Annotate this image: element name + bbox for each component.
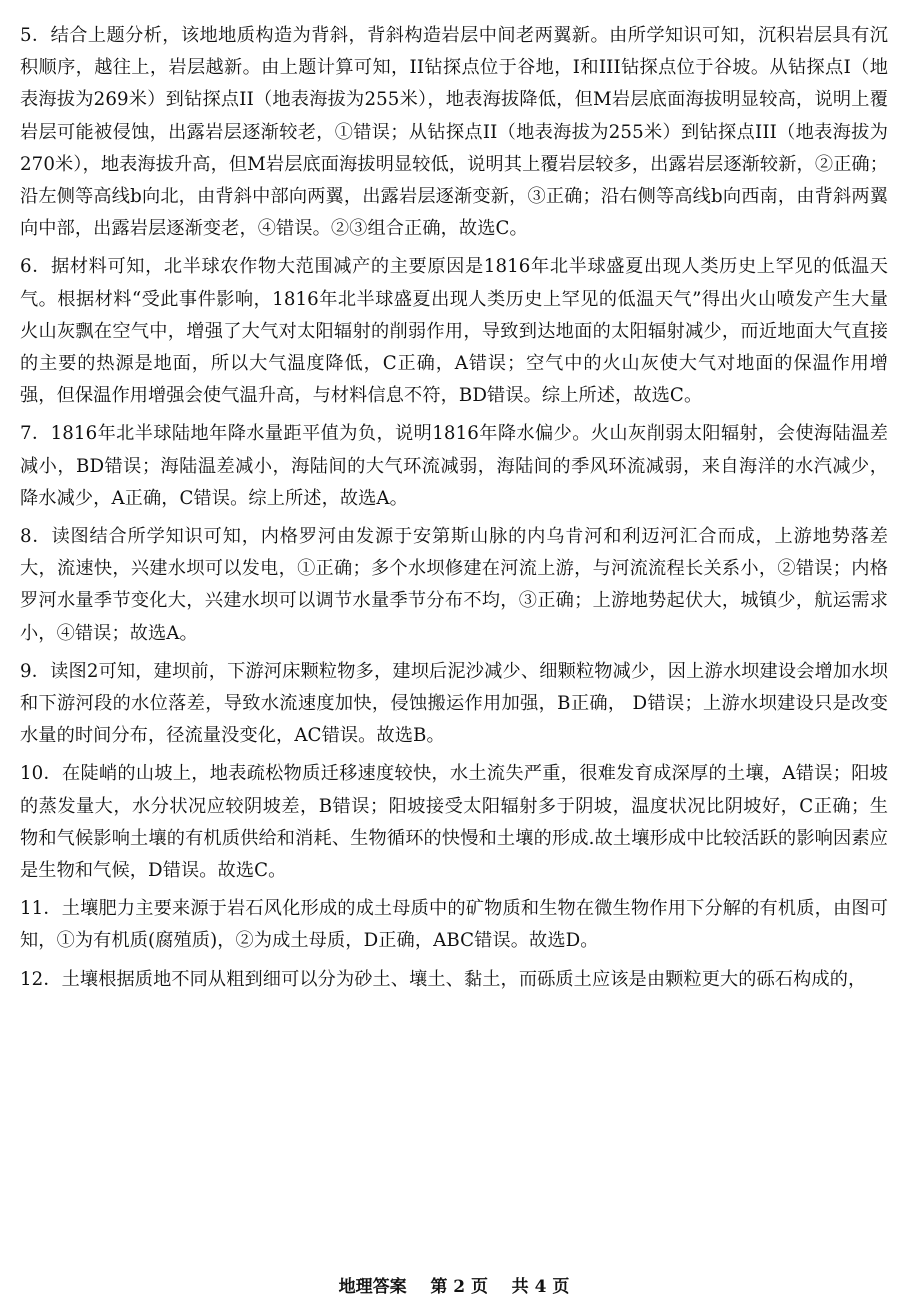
answer-paragraph-11: 11．土壤肥力主要来源于岩石风化形成的成土母质中的矿物质和生物在微生物作用下分解的有机质，由图可知，①为有机质(腐殖质)，②为成土母质，D正确，ABC错误。故选D。 bbox=[20, 898, 888, 952]
page-footer: 地理答案 第 2 页 共 4 页 bbox=[338, 1277, 570, 1297]
answer-paragraph-6: 6．据材料可知，北半球农作物大范围减产的主要原因是1816年北半球盛夏出现人类历史上罕见的低温天气。根据材料“受此事件影响，1816年北半球盛夏出现人类历史上罕见的低温天气”得出火山喷发产生大量火山灰飘在空气中，增强了大气对太阳辐射的削弱作用，导致到达地面的太阳辐射减少，而近地面大气直接的主要的热源是地面，所以大气温度降低，C正确，A错误；空气中的火山灰使大气对地面的保温作用增强，但保温作用增强会使气温升高，与材料信息不符，BD错误。综上所述，故选C。 bbox=[20, 256, 888, 407]
document-page bbox=[20, 0, 888, 1315]
answer-paragraph-12: 12．土壤根据质地不同从粗到细可以分为砂土、壤土、黏土，而砾质土应该是由颗粒更大的砾石构成的， bbox=[20, 968, 867, 990]
answer-paragraph-9: 9．读图2可知，建坝前，下游河床颗粒物多，建坝后泥沙减少、细颗粒物减少，因上游水坝建设会增加水坝和下游河段的水位落差，导致水流速度加快，侵蚀搬运作用加强，B正确， D错误；上游水坝建设只是改变水量的时间分布，径流量没变化，AC错误。故选B。 bbox=[20, 660, 888, 747]
answer-body bbox=[20, 20, 888, 1002]
answer-paragraph-7: 7．1816年北半球陆地年降水量距平值为负，说明1816年降水偏少。火山灰削弱太阳辐射，会使海陆温差减小，BD错误；海陆温差减小，海陆间的大气环流减弱，海陆间的季风环流减弱，来自海洋的水汽减少，降水减少，A正确，C错误。综上所述，故选A。 bbox=[20, 423, 888, 509]
answer-paragraph-10: 10．在陡峭的山坡上，地表疏松物质迁移速度较快，水土流失严重，很难发育成深厚的土壤，A错误；阳坡的蒸发量大，水分状况应较阴坡差，B错误；阳坡接受太阳辐射多于阴坡，温度状况比阴坡好，C正确；生物和气候影响土壤的有机质供给和消耗、生物循环的快慢和土壤的形成.故土壤形成中比较活跃的影响因素应是生物和气候，D错误。故选C。 bbox=[20, 763, 888, 882]
answer-paragraph-8: 8．读图结合所学知识可知，内格罗河由发源于安第斯山脉的内乌肯河和利迈河汇合而成，上游地势落差大，流速快，兴建水坝可以发电，①正确；多个水坝修建在河流上游，与河流流程长关系小，②错误；内格罗河水量季节变化大，兴建水坝可以调节水量季节分布不均，③正确；上游地势起伏大，城镇少，航运需求小，④错误；故选A。 bbox=[20, 526, 888, 644]
answer-paragraph-5: 5．结合上题分析，该地地质构造为背斜，背斜构造岩层中间老两翼新。由所学知识可知，沉积岩层具有沉积顺序，越往上，岩层越新。由上题计算可知，II钻探点位于谷地，I和III钻探点位于谷坡。从钻探点I（地表海拔为269米）到钻探点II（地表海拔为255米），地表海拔降低，但M岩层底面海拔明显较高，说明上覆岩层可能被侵蚀，出露岩层逐渐较老，①错误；从钻探点II（地表海拔为255米）到钻探点III（地表海拔为270米），地表海拔升高，但M岩层底面海拔明显较低，说明其上覆岩层较多，出露岩层逐渐较新，②正确；沿左侧等高线b向北，由背斜中部向两翼，出露岩层逐渐变新，③正确；沿右侧等高线b向西南，由背斜两翼向中部，出露岩层逐渐变老，④错误。②③组合正确，故选C。 bbox=[20, 25, 888, 240]
